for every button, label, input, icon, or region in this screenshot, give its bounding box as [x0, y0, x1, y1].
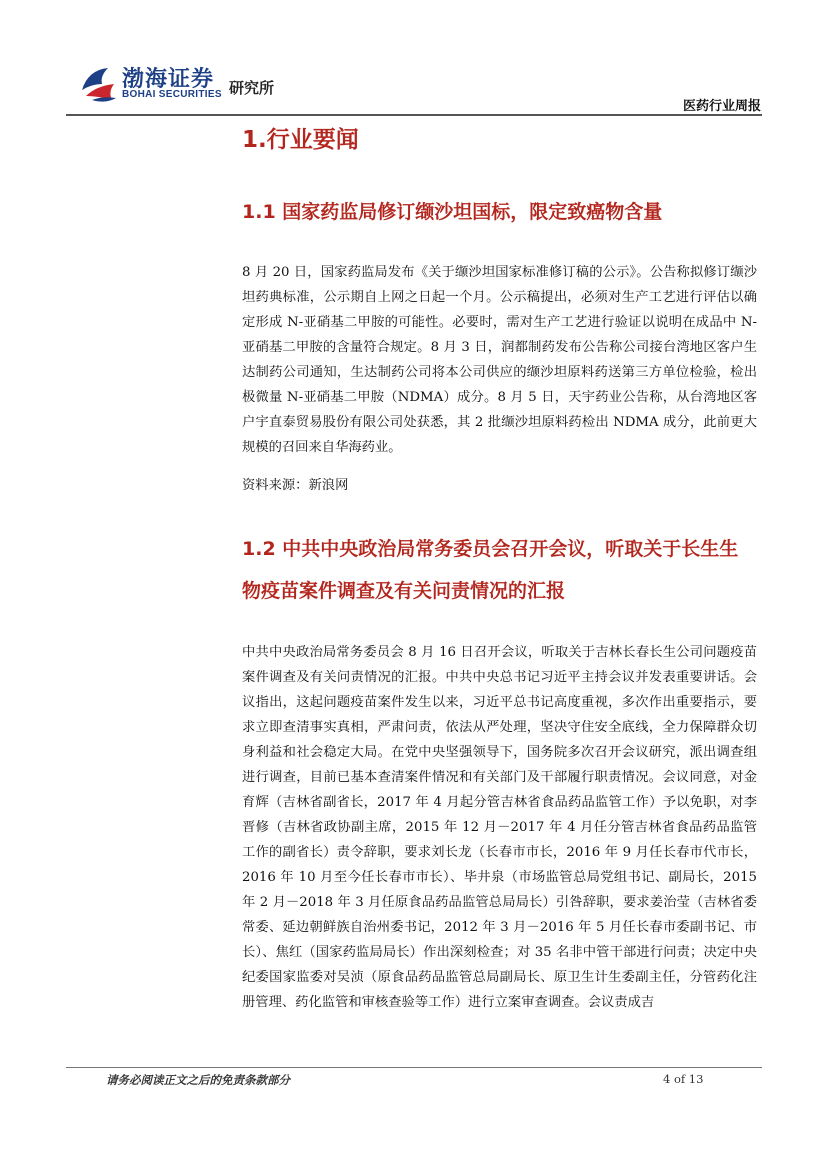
article1-source: 资料来源：新浪网 — [242, 478, 349, 493]
section-title: 1.行业要闻 — [242, 127, 359, 153]
main-content — [242, 124, 757, 1015]
header-divider — [66, 114, 762, 116]
brand-name-en: BOHAI SECURITIES — [122, 89, 222, 100]
brand-name-cn: 渤海证券 — [122, 67, 215, 92]
bohai-logo-icon — [78, 62, 120, 104]
institute-label: 研究所 — [229, 79, 275, 97]
page-header — [0, 0, 827, 120]
page-number: 4 of 13 — [663, 1072, 704, 1086]
article1-body: 8 月 20 日，国家药监局发布《关于缬沙坦国家标准修订稿的公示》。公告称拟修订缬沙坦药典标准，公示期自上网之日起一个月。公示稿提出，必须对生产工艺进行评估以确定形成 N-亚硝基二甲胺的可能性。必要时，需对生产工艺进行验证以说明在成品中 N-亚硝基二甲胺的含量符合规定。8 月 3 日，润都制药发布公告称公司接台湾地区客户生达制药公司通知，生达制药公司将本公司供应的缬沙坦原料药送第三方单位检验，检出极微量 N-亚硝基二甲胺（NDMA）成分。8 月 5 日，天宇药业公告称，从台湾地区客户宇直泰贸易股份有限公司处获悉，其 2 批缬沙坦原料药检出 NDMA 成分，此前更大规模的召回来自华海药业。 — [242, 265, 757, 455]
report-type: 医药行业周报 — [682, 99, 761, 114]
footer-disclaimer: 请务必阅读正文之后的免责条款部分 — [106, 1073, 290, 1087]
article1-title: 1.1 国家药监局修订缬沙坦国标，限定致癌物含量 — [242, 201, 663, 223]
article2-body: 中共中央政治局常务委员会 8 月 16 日召开会议，听取关于吉林长春长生公司问题疫苗案件调查及有关问责情况的汇报。中共中央总书记习近平主持会议并发表重要讲话。会议指出，这起问题疫苗案件发生以来，习近平总书记高度重视，多次作出重要指示，要求立即查清事实真相，严肃问责，依法从严处理，坚决守住安全底线，全力保障群众切身利益和社会稳定大局。在党中央坚强领导下，国务院多次召开会议研究，派出调查组进行调查，目前已基本查清案件情况和有关部门及干部履行职责情况。会议同意，对金育辉（吉林省副省长，2017 年 4 月起分管吉林省食品药品监管工作）予以免职，对李晋修（吉林省政协副主席，2015 年 12 月－2017 年 4 月任分管吉林省食品药品监管工作的副省长）责令辞职，要求刘长龙（长春市市长，2016 年 9 月任长春市代市长，2016 年 10 月至今任长春市市长）、毕井泉（市场监管总局党组书记、副局长，2015 年 2 月－2018 年 3 月任原食品药品监管总局局长）引咎辞职，要求姜治莹（吉林省委常委、延边朝鲜族自治州委书记，2012 年 3 月－2016 年 5 月任长春市委副书记、市长）、焦红（国家药监局局长）作出深刻检查；对 35 名非中管干部进行问责；决定中央纪委国家监委对吴浈（原食品药品监管总局副局长、原卫生计生委副主任，分管药化注册管理、药化监管和审核查验等工作）进行立案审查调查。会议责成吉 — [242, 645, 757, 1010]
article2-title: 1.2 中共中央政治局常务委员会召开会议，听取关于长生生物疫苗案件调查及有关问责情况的汇报 — [242, 538, 739, 602]
footer-divider — [66, 1067, 762, 1068]
